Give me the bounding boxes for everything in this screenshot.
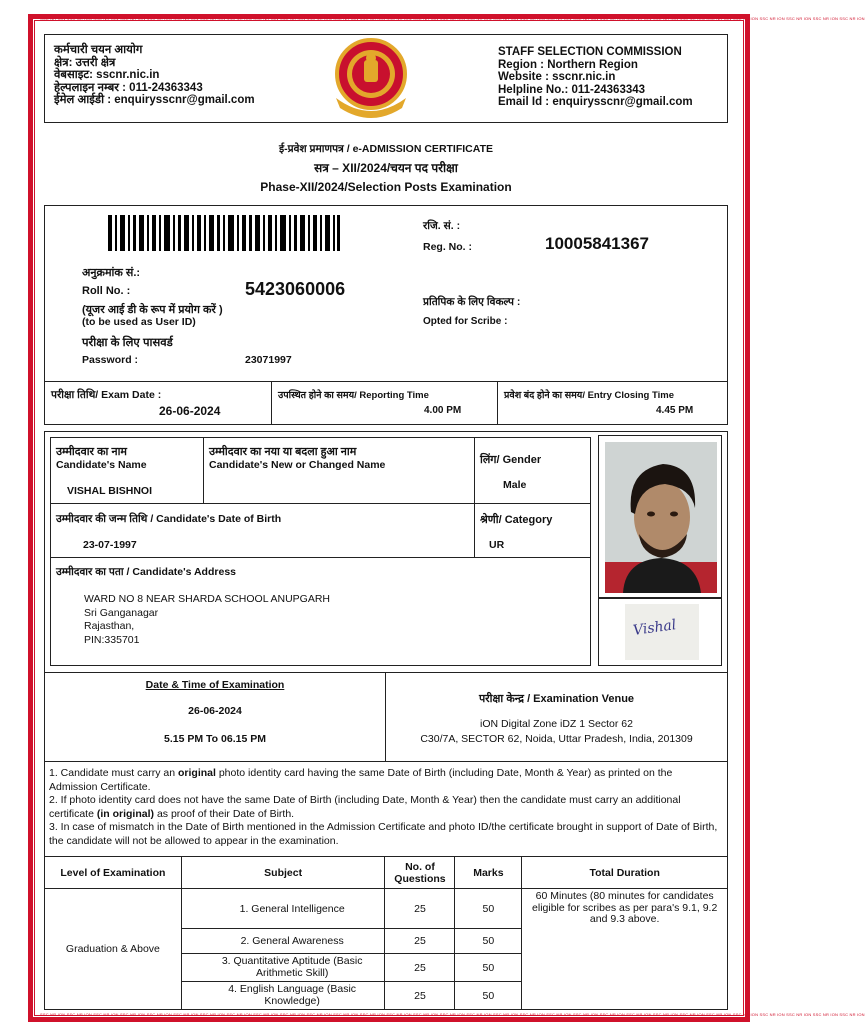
cert-title-2: सत्र – XII/2024/चयन पद परीक्षा <box>314 161 458 175</box>
reg-number: 10005841367 <box>545 234 650 253</box>
questions-cell: 25 <box>385 929 455 954</box>
name-cell <box>50 437 204 504</box>
dob-label: उम्मीदवार की जन्म तिथि / Candidate's Date of Birth <box>56 513 282 525</box>
category-label: श्रेणी/ Category <box>480 514 553 526</box>
reporting-time-cell <box>271 381 498 425</box>
closing-time-value: 4.45 PM <box>656 405 694 416</box>
closing-time-label: प्रवेश बंद होने का समय/ Entry Closing Time <box>504 390 674 401</box>
th-questions: No. of Questions <box>385 857 455 889</box>
th-level: Level of Examination <box>45 857 182 889</box>
userid-note-hi: (यूजर आई डी के रूप में प्रयोग करें ) <box>82 304 223 316</box>
subject-cell: 1. General Intelligence <box>181 889 385 929</box>
signature-text: Vishal <box>632 617 678 639</box>
reg-label-hi: रजि. सं. : <box>423 220 461 232</box>
cert-title-1: ई-प्रवेश प्रमाणपत्र / e-ADMISSION CERTIFICATE <box>279 143 493 155</box>
email-en: Email Id : enquirysscnr@gmail.com <box>498 96 693 108</box>
org-name-hi: कर्मचारी चयन आयोग <box>54 44 143 56</box>
marks-cell: 50 <box>455 889 522 929</box>
address-line-2: Sri Ganganagar <box>84 606 159 619</box>
exam-date-value: 26-06-2024 <box>159 404 221 418</box>
name-label-hi: उम्मीदवार का नाम <box>56 446 127 458</box>
level-cell: Graduation & Above <box>45 889 182 1010</box>
instruction-3: 3. In case of mismatch in the Date of Birth mentioned in the Admission Certificate and photo ID/the certificate brought in support of Date of Birth, the candidate will not be allowed to appear in the examination. <box>49 821 718 847</box>
micro-text-bottom: SSC NR ION SSC NR ION SSC NR ION SSC NR ION SSC NR ION SSC NR ION SSC NR ION SSC NR ION SSC NR ION SSC NR ION SSC NR ION SSC NR ION SSC NR ION SSC NR ION SSC NR ION SSC NR ION SSC NR ION SSC NR ION SSC NR ION SSC NR ION SSC NR ION SSC NR ION SSC NR ION SSC NR ION SSC NR ION SSC NR ION SSC NR ION SSC NR ION SSC NR ION SSC NR ION SSC NR ION <box>40 1012 865 1017</box>
table-row <box>45 889 728 929</box>
scribe-label-en: Opted for Scribe : <box>423 316 508 327</box>
new-name-cell <box>203 437 475 504</box>
website-hi: वेबसाइट: sscnr.nic.in <box>54 69 160 81</box>
questions-cell: 25 <box>385 954 455 982</box>
address-lines <box>84 593 330 647</box>
instruction-1-c: photo identity card having the same Date of Birth (including Date, Month & Year) as printed on the Admission Certificate. <box>49 767 673 793</box>
userid-note-en: (to be used as User ID) <box>82 316 196 328</box>
instructions-box <box>44 761 728 857</box>
schedule-time: 5.15 PM To 06.15 PM <box>164 733 266 745</box>
th-subject: Subject <box>181 857 385 889</box>
table-header-row <box>45 857 728 889</box>
venue-cell <box>385 672 728 762</box>
address-line-1: WARD NO 8 NEAR SHARDA SCHOOL ANUPGARH <box>84 593 331 605</box>
schedule-date: 26-06-2024 <box>188 705 242 717</box>
datetime-heading: Date & Time of Examination <box>145 679 285 691</box>
header-left <box>54 44 255 107</box>
barcode-icon <box>108 215 340 251</box>
instruction-1 <box>49 767 723 794</box>
new-name-label-en: Candidate's New or Changed Name <box>209 459 386 471</box>
dob-cell <box>50 503 475 558</box>
ssc-seal-icon <box>328 34 414 120</box>
reporting-time-value: 4.00 PM <box>424 405 462 416</box>
exam-pattern-table <box>44 856 728 1010</box>
address-line-4: PIN:335701 <box>84 633 140 646</box>
venue-line-2: C30/7A, SECTOR 62, Noida, Uttar Pradesh, India, 201309 <box>420 733 693 745</box>
header-right <box>498 46 693 109</box>
subject-cell: 4. English Language (Basic Knowledge) <box>181 982 385 1010</box>
name-label-en: Candidate's Name <box>56 459 147 471</box>
region-en: Region : Northern Region <box>498 58 638 71</box>
region-hi: क्षेत्र: उत्तरी क्षेत्र <box>54 56 116 69</box>
reg-label-en: Reg. No. : <box>423 241 472 253</box>
exam-datetime-cell <box>44 672 386 762</box>
marks-cell: 50 <box>455 982 522 1010</box>
password-label-hi: परीक्षा के लिए पासवर्ड <box>82 337 173 349</box>
roll-label-hi: अनुक्रमांक सं.: <box>82 267 141 279</box>
marks-cell: 50 <box>455 929 522 954</box>
subject-cell: 2. General Awareness <box>181 929 385 954</box>
cert-title-3: Phase-XII/2024/Selection Posts Examination <box>260 180 512 194</box>
subject-cell: 3. Quantitative Aptitude (Basic Arithmetic Skill) <box>181 954 385 982</box>
questions-cell: 25 <box>385 982 455 1010</box>
category-value: UR <box>489 539 505 551</box>
closing-time-cell <box>497 381 728 425</box>
gender-label: लिंग/ Gender <box>480 454 542 466</box>
marks-cell: 50 <box>455 954 522 982</box>
th-marks: Marks <box>455 857 522 889</box>
scribe-label-hi: प्रतिपिक के लिए विकल्प : <box>423 296 521 308</box>
duration-cell: 60 Minutes (80 minutes for candidates eligible for scribes as per para's 9.1, 9.2 and 9.3 above. <box>522 889 728 1010</box>
address-label: उम्मीदवार का पता / Candidate's Address <box>56 566 236 578</box>
new-name-label-hi: उम्मीदवार का नया या बदला हुआ नाम <box>209 446 357 458</box>
helpline-hi: हेल्पलाइन नम्बर : 011-24363343 <box>54 81 203 94</box>
password-value: 23071997 <box>245 354 292 366</box>
instruction-2-b: (in original) <box>96 807 155 820</box>
password-label-en: Password : <box>82 354 139 366</box>
org-name-en: STAFF SELECTION COMMISSION <box>498 46 682 58</box>
questions-cell: 25 <box>385 889 455 929</box>
website-en: Website : sscnr.nic.in <box>498 71 616 83</box>
signature-image <box>625 604 699 660</box>
helpline-en: Helpline No.: 011-24363343 <box>498 83 646 96</box>
venue-heading: परीक्षा केन्द्र / Examination Venue <box>478 693 635 705</box>
th-duration: Total Duration <box>522 857 728 889</box>
instruction-2-a: 2. If photo identity card does not have the same Date of Birth (including Date, Month & Year) then the candidate must carry an additional certificate <box>49 794 681 820</box>
venue-line-1: iON Digital Zone iDZ 1 Sector 62 <box>480 718 633 730</box>
candidate-photo <box>605 442 717 593</box>
address-line-3: Rajasthan, <box>84 620 135 632</box>
candidate-name: VISHAL BISHNOI <box>67 485 152 497</box>
roll-number: 5423060006 <box>245 279 346 299</box>
gender-cell <box>474 437 591 504</box>
gender-value: Male <box>503 479 527 491</box>
micro-text-top: SSC NR ION SSC NR ION SSC NR ION SSC NR ION SSC NR ION SSC NR ION SSC NR ION SSC NR ION SSC NR ION SSC NR ION SSC NR ION SSC NR ION SSC NR ION SSC NR ION SSC NR ION SSC NR ION SSC NR ION SSC NR ION SSC NR ION SSC NR ION SSC NR ION SSC NR ION SSC NR ION SSC NR ION SSC NR ION SSC NR ION SSC NR ION SSC NR ION SSC NR ION SSC NR ION SSC NR ION <box>40 16 865 21</box>
email-hi: ईमेल आईडी : enquirysscnr@gmail.com <box>54 94 255 106</box>
reporting-time-label: उपस्थित होने का समय/ Reporting Time <box>278 390 429 401</box>
instruction-1-a: 1. Candidate must carry an <box>49 767 178 779</box>
instruction-1-b: original <box>177 767 216 779</box>
exam-date-cell <box>44 381 272 425</box>
dob-value: 23-07-1997 <box>83 539 137 551</box>
address-cell <box>50 557 591 666</box>
category-cell <box>474 503 591 558</box>
instruction-2 <box>49 794 723 821</box>
roll-label-en: Roll No. : <box>82 285 131 297</box>
instruction-2-c: as proof of their Date of Birth. <box>154 807 295 820</box>
exam-date-label: परीक्षा तिथि/ Exam Date : <box>51 389 162 401</box>
